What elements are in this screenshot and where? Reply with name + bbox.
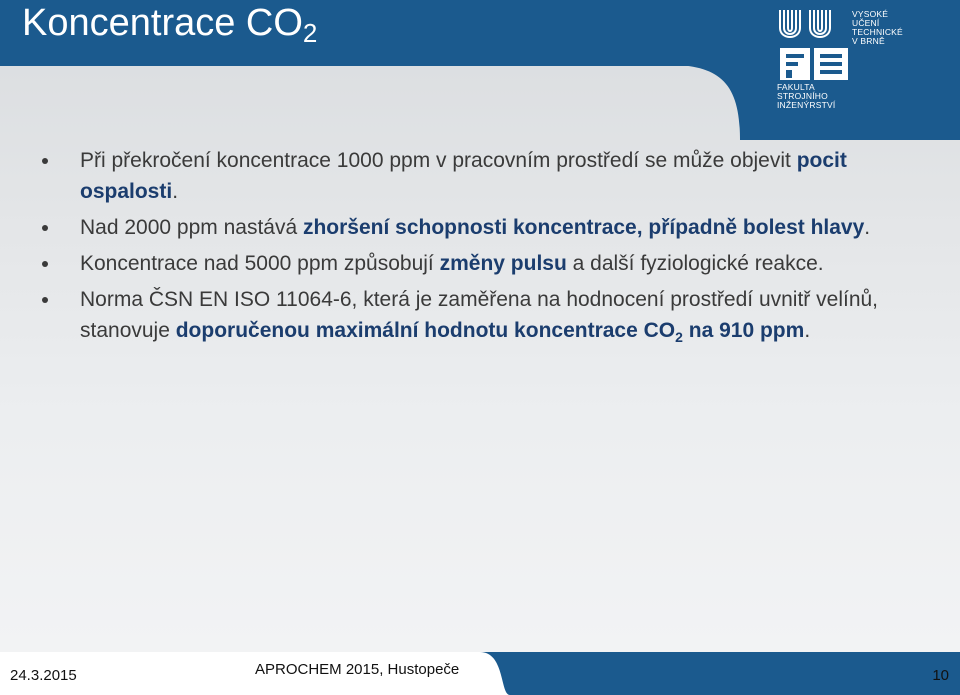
bullet-text: Nad 2000 ppm nastává	[80, 216, 303, 239]
bullet-text: Norma ČSN EN ISO 11064-6, která je zaměřena na hodnocení prostředí uvnitř velínů, stanovuje	[80, 288, 879, 342]
bullet-item	[42, 145, 922, 207]
bullet-text: .	[804, 319, 811, 342]
bullet-emphasis: změny pulsu	[439, 252, 567, 275]
footer-curve-decoration	[0, 652, 960, 695]
footer-date: 24.3.2015	[10, 667, 77, 684]
bullet-list	[42, 145, 922, 346]
bullet-item	[42, 248, 922, 279]
bullet-emphasis: 2	[675, 329, 683, 345]
footer-page-number: 10	[932, 667, 949, 684]
bullet-text: .	[864, 216, 871, 239]
bullet-dot-icon	[42, 158, 48, 164]
footer-event: APROCHEM 2015, Hustopeče	[255, 661, 460, 678]
bullet-item	[42, 212, 922, 243]
bullet-dot-icon	[42, 225, 48, 231]
bullet-text: Koncentrace nad 5000 ppm způsobují	[80, 252, 440, 275]
bullet-emphasis: doporučenou maximální hodnotu koncentrace CO	[175, 319, 676, 342]
bullet-dot-icon	[42, 261, 48, 267]
bullet-text: .	[172, 180, 179, 203]
slide-content	[42, 145, 922, 351]
bullet-emphasis: pocit ospalosti	[80, 149, 847, 203]
bullet-text: a další fyziologické reakce.	[566, 252, 824, 275]
bullet-text: Při překročení koncentrace 1000 ppm v pracovním prostředí se může objevit	[80, 149, 797, 172]
bullet-emphasis: zhoršení schopnosti koncentrace, případně bolest hlavy	[302, 216, 865, 239]
bullet-dot-icon	[42, 297, 48, 303]
logo-text-university: VYSOKÉ UČENÍ TECHNICKÉ V BRNĚ	[852, 9, 903, 46]
bullet-item	[42, 284, 922, 346]
logo-text-faculty: FAKULTA STROJNÍHO INŽENÝRSTVÍ	[777, 82, 836, 110]
slide-title: Koncentrace $CO_2$	[22, 2, 318, 48]
bullet-emphasis: na 910 ppm	[682, 319, 805, 342]
